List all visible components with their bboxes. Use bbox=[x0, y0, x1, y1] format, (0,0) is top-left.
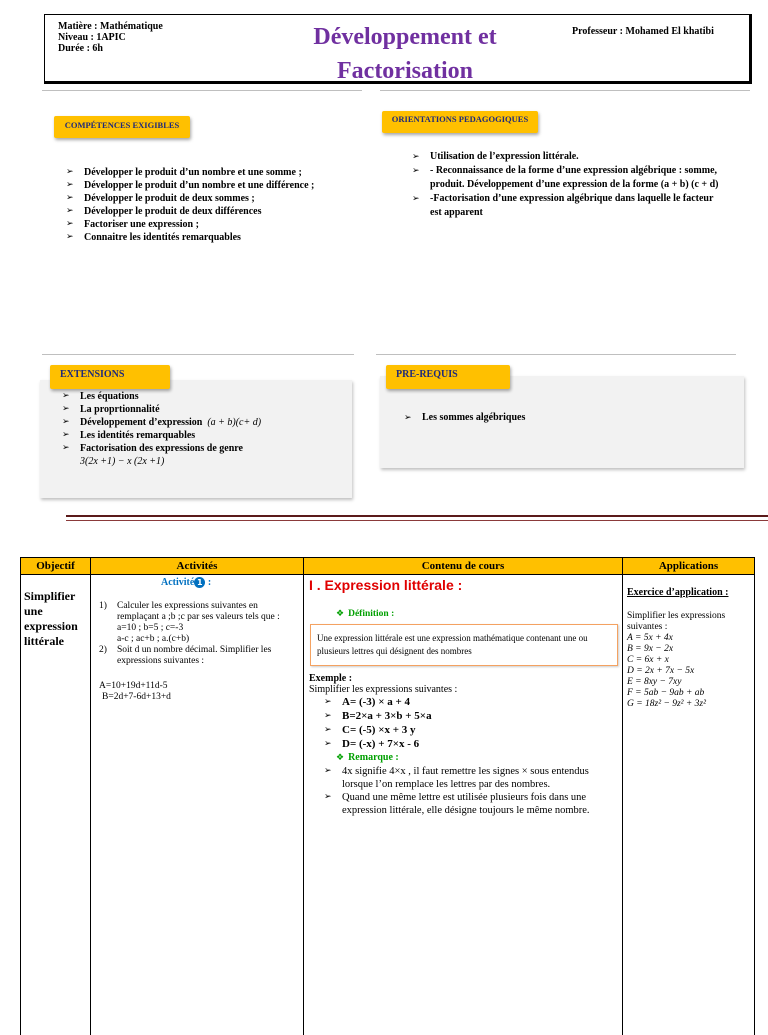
table-row bbox=[21, 575, 755, 1035]
list-item: ➢ Développer le produit d’un nombre et une somme ; bbox=[66, 166, 356, 179]
list-item: ➢ Les équations bbox=[62, 390, 342, 403]
list-item: ➢ B=2×a + 3×b + 5×a bbox=[324, 709, 622, 723]
example-intro: Simplifier les expressions suivantes : bbox=[304, 684, 622, 695]
list-item: ➢ Développer le produit d’un nombre et une différence ; bbox=[66, 179, 356, 192]
example-label: Exemple : bbox=[304, 666, 622, 684]
title-line-2: Factorisation bbox=[270, 54, 540, 88]
list-item bbox=[62, 416, 342, 429]
lesson-table bbox=[20, 557, 755, 1035]
separator-line bbox=[66, 515, 768, 517]
separator-line bbox=[66, 520, 768, 521]
contenu-cell bbox=[304, 575, 623, 1035]
subject-text: Matière : Mathématique bbox=[58, 21, 163, 32]
extensions-tag: EXTENSIONS bbox=[50, 365, 170, 389]
prerequis-tag: PRE-REQUIS bbox=[386, 365, 510, 389]
activity-item bbox=[99, 645, 297, 667]
list-item: ➢ Développer le produit de deux différences bbox=[66, 205, 356, 218]
exercise-expression: D = 2x + 7x − 5x bbox=[627, 666, 754, 677]
example-list bbox=[304, 695, 622, 751]
objectif-line: Simplifier bbox=[24, 589, 90, 604]
activity-number-badge: 1 bbox=[194, 577, 205, 588]
list-item: ➢ Les sommes algébriques bbox=[404, 411, 704, 425]
objectif-line: une bbox=[24, 604, 90, 619]
remarque-label: Remarque : bbox=[348, 752, 399, 763]
title-line-1: Développement et bbox=[270, 20, 540, 54]
section-title: I . Expression littérale : bbox=[304, 575, 622, 593]
diamond-icon: ❖ bbox=[336, 609, 344, 619]
activity-body bbox=[91, 589, 303, 703]
definition-label: Définition : bbox=[348, 609, 394, 619]
expression-b: B=2d+7-6d+13+d bbox=[99, 692, 297, 703]
list-item: ➢ La proprtionnalité bbox=[62, 403, 342, 416]
exercise-expression: A = 5x + 4x bbox=[627, 633, 754, 644]
level-text: Niveau : 1APIC bbox=[58, 32, 163, 43]
divider bbox=[42, 90, 362, 91]
activites-cell bbox=[91, 575, 304, 1035]
orientations-list bbox=[412, 150, 722, 220]
list-item-text: Développement d’expression bbox=[80, 417, 202, 428]
header-objectif: Objectif bbox=[21, 558, 91, 575]
list-item: ➢ Factoriser une expression ; bbox=[66, 218, 356, 231]
exercise-expression: F = 5ab − 9ab + ab bbox=[627, 688, 754, 699]
duration-text: Durée : 6h bbox=[58, 43, 163, 54]
teacher-text: Professeur : Mohamed El khatibi bbox=[572, 26, 714, 37]
list-item: ➢ D= (-x) + 7×x - 6 bbox=[324, 737, 622, 751]
objectif-line: expression bbox=[24, 619, 90, 634]
definition-box: Une expression littérale est une expression mathématique contenant une ou plusieurs lettres qui désignent des nombres bbox=[310, 624, 618, 666]
activity-expressions: a-c ; ac+b ; a.(c+b) bbox=[117, 634, 189, 644]
header-activites: Activités bbox=[91, 558, 304, 575]
list-item: ➢ Factorisation des expressions de genre bbox=[62, 442, 342, 455]
divider bbox=[376, 354, 736, 355]
math-expression: (a + b)(c+ d) bbox=[207, 417, 261, 428]
competences-tag: COMPÉTENCES EXIGIBLES bbox=[54, 116, 190, 138]
exercise-expression: G = 18z² − 9z² + 3z² bbox=[627, 699, 754, 710]
list-item: ➢ 4x signifie 4×x , il faut remettre les signes × sous entendus lorsque l’on remplace les lettres par des nombres. bbox=[324, 765, 612, 791]
activity-question: Soit d un nombre décimal. Simplifier les expressions suivantes : bbox=[115, 645, 297, 667]
remarque-list bbox=[304, 763, 622, 817]
page-title bbox=[270, 20, 540, 88]
extensions-list bbox=[62, 390, 342, 455]
exercise-expression: E = 8xy − 7xy bbox=[627, 677, 754, 688]
list-item: ➢ Connaitre les identités remarquables bbox=[66, 231, 356, 244]
exercise-expression: B = 9x − 2x bbox=[627, 644, 754, 655]
definition-heading bbox=[304, 593, 622, 624]
competences-list bbox=[66, 166, 356, 244]
list-item: ➢ Quand une même lettre est utilisée plusieurs fois dans une expression littérale, elle désigne toujours le même nombre. bbox=[324, 791, 612, 817]
exercise-title: Exercice d’application : bbox=[627, 587, 754, 598]
divider bbox=[42, 354, 354, 355]
expression-a: A=10+19d+11d-5 bbox=[99, 681, 297, 692]
list-item: ➢ Les identités remarquables bbox=[62, 429, 342, 442]
applications-cell bbox=[623, 575, 755, 1035]
math-expression: 3(2x +1) − x (2x +1) bbox=[80, 456, 164, 467]
item-number: 1) bbox=[99, 601, 115, 645]
exercise-intro: Simplifier les expressions suivantes : bbox=[627, 611, 754, 633]
header-applications: Applications bbox=[623, 558, 755, 575]
diamond-icon: ❖ bbox=[336, 753, 344, 763]
header-meta bbox=[58, 21, 163, 54]
list-item: ➢ - Reconnaissance de la forme d’une expression algébrique : somme, produit. Développement d’une expression de la forme (a + b) (c + d) bbox=[412, 164, 722, 192]
list-item: ➢ A= (-3) × a + 4 bbox=[324, 695, 622, 709]
activity-label: Activité bbox=[161, 577, 194, 588]
objectif-cell bbox=[21, 575, 91, 1035]
activity-colon: : bbox=[205, 577, 211, 588]
table-header-row bbox=[21, 558, 755, 575]
prerequis-list bbox=[404, 411, 704, 425]
activity-title bbox=[91, 575, 303, 589]
remarque-heading bbox=[304, 751, 622, 763]
objectif-line: littérale bbox=[24, 634, 90, 649]
list-item: ➢ -Factorisation d’une expression algébrique dans laquelle le facteur est apparent bbox=[412, 192, 722, 220]
item-text bbox=[115, 601, 297, 645]
header-contenu: Contenu de cours bbox=[304, 558, 623, 575]
list-item: ➢ C= (-5) ×x + 3 y bbox=[324, 723, 622, 737]
activity-question: Calculer les expressions suivantes en remplaçant a ;b ;c par ses valeurs tels que : a=10 ; b=5 ; c=-3 bbox=[117, 601, 280, 633]
activity-item bbox=[99, 601, 297, 645]
list-item: ➢ Développer le produit de deux sommes ; bbox=[66, 192, 356, 205]
item-number: 2) bbox=[99, 645, 115, 667]
exercise-expression: C = 6x + x bbox=[627, 655, 754, 666]
divider bbox=[380, 90, 750, 91]
list-item: ➢ Utilisation de l’expression littérale. bbox=[412, 150, 722, 164]
orientations-tag: ORIENTATIONS PEDAGOGIQUES bbox=[382, 111, 538, 133]
